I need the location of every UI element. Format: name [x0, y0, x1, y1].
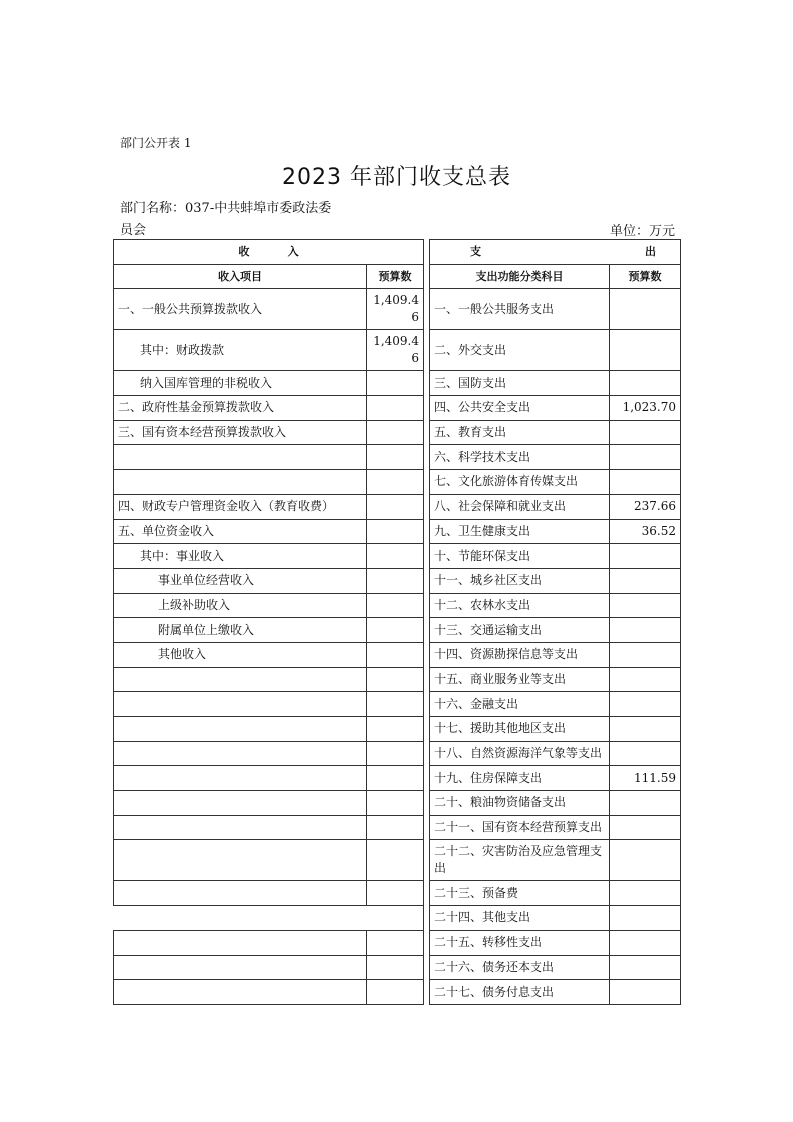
- income-amount-cell: [367, 667, 424, 692]
- expense-header-b: 出: [645, 245, 657, 259]
- expense-item-cell: 十六、金融支出: [430, 692, 610, 717]
- table-row: [114, 642, 681, 667]
- table-row: [114, 766, 681, 791]
- income-amount-cell: [367, 815, 424, 840]
- expense-item-cell: 一、一般公共服务支出: [430, 289, 610, 330]
- income-item-cell: [114, 741, 367, 766]
- expense-amount-cell: [610, 930, 681, 955]
- expense-item-cell: 十五、商业服务业等支出: [430, 667, 610, 692]
- income-amount-cell: [367, 692, 424, 717]
- expense-amount-cell: [610, 692, 681, 717]
- income-item-cell: [114, 692, 367, 717]
- table-body: [114, 240, 681, 1005]
- expense-item-cell: 十、节能环保支出: [430, 544, 610, 569]
- income-amount-cell: [367, 906, 424, 931]
- department-name-line2: 员会: [120, 223, 147, 238]
- table-row: [114, 494, 681, 519]
- income-item-cell: 三、国有资本经营预算拨款收入: [114, 420, 367, 445]
- unit-label: 单位：万元: [609, 224, 675, 239]
- expense-amount-cell: 111.59: [610, 766, 681, 791]
- income-amount-cell: [367, 519, 424, 544]
- expense-item-cell: 十一、城乡社区支出: [430, 568, 610, 593]
- table-row: [114, 840, 681, 881]
- income-item-cell: 附属单位上缴收入: [114, 618, 367, 643]
- table-row: [114, 741, 681, 766]
- table-row: [114, 717, 681, 742]
- page-title: 2023 年部门收支总表: [282, 165, 511, 190]
- income-amount-cell: [367, 420, 424, 445]
- income-item-cell: 其中：财政拨款: [114, 330, 367, 371]
- income-amount-cell: [367, 568, 424, 593]
- table-row: [114, 470, 681, 495]
- expense-item-cell: 六、科学技术支出: [430, 445, 610, 470]
- income-item-cell: [114, 445, 367, 470]
- expense-item-cell: 二十三、预备费: [430, 881, 610, 906]
- expense-amount-cell: [610, 881, 681, 906]
- expense-item-cell: 四、公共安全支出: [430, 396, 610, 421]
- income-item-header: 收入项目: [114, 264, 367, 289]
- expense-header-a: 支: [470, 245, 482, 259]
- table-row: [114, 330, 681, 371]
- header-row-2: [114, 264, 681, 289]
- income-item-cell: [114, 815, 367, 840]
- expense-item-cell: 二、外交支出: [430, 330, 610, 371]
- income-header: 收 入: [114, 240, 424, 265]
- table-row: [114, 667, 681, 692]
- expense-amount-cell: [610, 642, 681, 667]
- income-item-cell: [114, 980, 367, 1005]
- income-amount-cell: [367, 741, 424, 766]
- expense-amount-cell: [610, 717, 681, 742]
- expense-amount-cell: [610, 544, 681, 569]
- table-row: [114, 906, 681, 931]
- table-row: [114, 396, 681, 421]
- income-amount-cell: 1,409.46: [367, 330, 424, 371]
- expense-amount-cell: [610, 568, 681, 593]
- income-item-cell: 一、一般公共预算拨款收入: [114, 289, 367, 330]
- expense-item-cell: 十八、自然资源海洋气象等支出: [430, 741, 610, 766]
- table-row: [114, 815, 681, 840]
- income-amount-cell: [367, 791, 424, 816]
- expense-item-header: 支出功能分类科目: [430, 264, 610, 289]
- table-row: [114, 289, 681, 330]
- header-row-1: [114, 240, 681, 265]
- department-name: [120, 198, 420, 242]
- expense-item-cell: 十四、资源勘探信息等支出: [430, 642, 610, 667]
- income-amount-cell: [367, 955, 424, 980]
- expense-amount-cell: [610, 470, 681, 495]
- expense-amount-cell: [610, 667, 681, 692]
- income-item-cell: [114, 840, 367, 881]
- expense-amount-cell: 237.66: [610, 494, 681, 519]
- expense-item-cell: 二十六、债务还本支出: [430, 955, 610, 980]
- income-item-cell: [114, 717, 367, 742]
- income-amount-cell: [367, 980, 424, 1005]
- income-amount-cell: [367, 766, 424, 791]
- income-item-cell: 二、政府性基金预算拨款收入: [114, 396, 367, 421]
- table-row: [114, 544, 681, 569]
- income-amount-cell: [367, 717, 424, 742]
- table-row: [114, 519, 681, 544]
- expense-item-cell: 二十四、其他支出: [430, 906, 610, 931]
- expense-amount-cell: [610, 289, 681, 330]
- expense-amount-cell: [610, 593, 681, 618]
- table-row: [114, 420, 681, 445]
- expense-amount-cell: [610, 330, 681, 371]
- income-item-cell: [114, 791, 367, 816]
- budget-summary-table: [113, 239, 681, 1005]
- table-row: [114, 445, 681, 470]
- table-row: [114, 930, 681, 955]
- income-amount-cell: [367, 470, 424, 495]
- expense-item-cell: 十三、交通运输支出: [430, 618, 610, 643]
- table-row: [114, 568, 681, 593]
- table-row: [114, 980, 681, 1005]
- table-row: [114, 955, 681, 980]
- expense-item-cell: 十九、住房保障支出: [430, 766, 610, 791]
- expense-item-cell: 七、文化旅游体育传媒支出: [430, 470, 610, 495]
- income-amount-cell: 1,409.46: [367, 289, 424, 330]
- income-item-cell: [114, 955, 367, 980]
- income-item-cell: 上级补助收入: [114, 593, 367, 618]
- expense-item-cell: 三、国防支出: [430, 371, 610, 396]
- table-row: [114, 371, 681, 396]
- income-item-cell: 四、财政专户管理资金收入（教育收费）: [114, 494, 367, 519]
- expense-item-cell: 九、卫生健康支出: [430, 519, 610, 544]
- expense-item-cell: 二十一、国有资本经营预算支出: [430, 815, 610, 840]
- expense-amount-cell: [610, 815, 681, 840]
- expense-amount-cell: [610, 906, 681, 931]
- expense-amount-cell: [610, 840, 681, 881]
- income-amount-cell: [367, 371, 424, 396]
- income-item-cell: 纳入国库管理的非税收入: [114, 371, 367, 396]
- income-item-cell: [114, 906, 367, 931]
- income-item-cell: [114, 930, 367, 955]
- income-item-cell: 五、单位资金收入: [114, 519, 367, 544]
- income-item-cell: 其他收入: [114, 642, 367, 667]
- expense-amount-cell: [610, 445, 681, 470]
- expense-amount-cell: [610, 980, 681, 1005]
- expense-amount-cell: [610, 420, 681, 445]
- expense-amount-cell: 36.52: [610, 519, 681, 544]
- expense-item-cell: 二十五、转移性支出: [430, 930, 610, 955]
- table-row: [114, 881, 681, 906]
- table-row: [114, 791, 681, 816]
- income-amount-cell: [367, 618, 424, 643]
- income-amount-cell: [367, 445, 424, 470]
- income-amount-cell: [367, 494, 424, 519]
- income-amount-cell: [367, 544, 424, 569]
- income-item-cell: 其中：事业收入: [114, 544, 367, 569]
- expense-amount-cell: [610, 371, 681, 396]
- income-amount-cell: [367, 642, 424, 667]
- expense-amount-cell: [610, 618, 681, 643]
- table-row: [114, 692, 681, 717]
- expense-header: [430, 240, 681, 265]
- expense-amount-cell: [610, 741, 681, 766]
- expense-item-cell: 二十二、灾害防治及应急管理支出: [430, 840, 610, 881]
- expense-item-cell: 二十七、债务付息支出: [430, 980, 610, 1005]
- income-item-cell: [114, 470, 367, 495]
- expense-item-cell: 五、教育支出: [430, 420, 610, 445]
- expense-item-cell: 二十、粮油物资储备支出: [430, 791, 610, 816]
- income-budget-header: 预算数: [367, 264, 424, 289]
- income-item-cell: [114, 766, 367, 791]
- income-amount-cell: [367, 593, 424, 618]
- expense-item-cell: 十二、农林水支出: [430, 593, 610, 618]
- table-row: [114, 593, 681, 618]
- expense-item-cell: 十七、援助其他地区支出: [430, 717, 610, 742]
- expense-amount-cell: 1,023.70: [610, 396, 681, 421]
- expense-amount-cell: [610, 791, 681, 816]
- income-item-cell: [114, 881, 367, 906]
- table-row: [114, 618, 681, 643]
- expense-budget-header: 预算数: [610, 264, 681, 289]
- income-amount-cell: [367, 840, 424, 881]
- table-number: 部门公开表 1: [120, 136, 192, 150]
- income-amount-cell: [367, 930, 424, 955]
- department-name-line1: 部门名称：037-中共蚌埠市委政法委: [120, 201, 332, 216]
- income-amount-cell: [367, 881, 424, 906]
- income-item-cell: [114, 667, 367, 692]
- expense-item-cell: 八、社会保障和就业支出: [430, 494, 610, 519]
- income-item-cell: 事业单位经营收入: [114, 568, 367, 593]
- expense-amount-cell: [610, 955, 681, 980]
- income-amount-cell: [367, 396, 424, 421]
